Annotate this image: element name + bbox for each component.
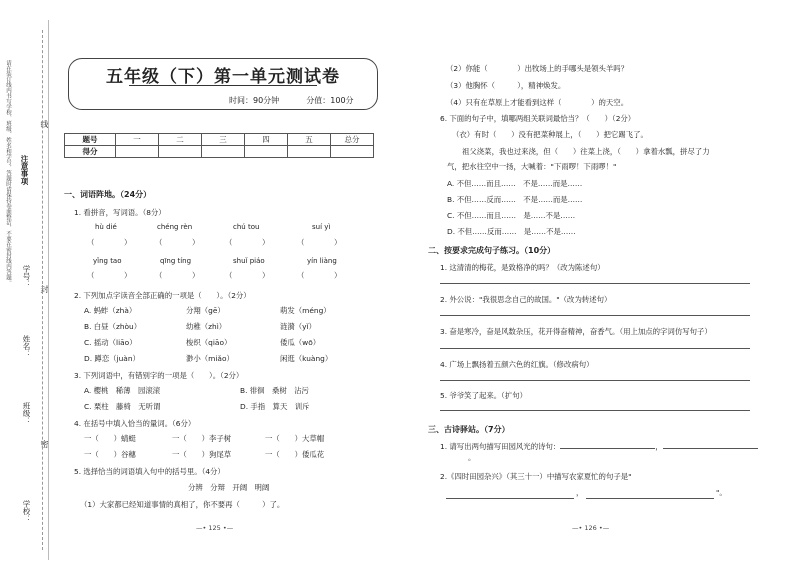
option[interactable]: C. 摇动（liāo）: [84, 338, 137, 347]
question-1: 1. 看拼音，写词语。（8分）: [74, 208, 166, 217]
answer-line[interactable]: [663, 440, 758, 449]
answer-paren[interactable]: （ ）: [225, 271, 270, 280]
score-input-cell[interactable]: [245, 146, 288, 158]
word-bank: 分辨 分辩 开阔 明阔: [188, 483, 270, 492]
score-input-cell[interactable]: [288, 146, 331, 158]
seal-dashed-line: [42, 30, 43, 550]
score-input-cell[interactable]: [116, 146, 159, 158]
pinyin: qīng tíng: [160, 257, 192, 265]
question-6[interactable]: 6. 下面的句子中，填哪两组关联词最恰当？（ ）（2分）: [440, 114, 636, 123]
answer-line[interactable]: [560, 440, 655, 449]
score-table-cell: 四: [245, 134, 288, 146]
option[interactable]: B. 徘徊 桑树 沾污: [240, 386, 309, 395]
answer-line[interactable]: [440, 283, 750, 284]
page-number-value: 125: [208, 524, 221, 532]
binding-strip: [0, 0, 50, 565]
pinyin: hù dié: [95, 223, 117, 231]
option[interactable]: A. 蚂蚱（zhà）: [84, 306, 137, 315]
poem-question-1: 1. 请写出两句描写田园风光的诗句： ，: [440, 440, 758, 452]
score-table-cell: 五: [288, 134, 331, 146]
pinyin: chéng rèn: [157, 223, 193, 231]
answer-line[interactable]: [440, 380, 750, 381]
option[interactable]: B. 白昼（zhòu）: [84, 322, 142, 331]
option[interactable]: C. 栗柱 藤椅 无听谓: [84, 402, 161, 411]
pinyin: chú tou: [233, 223, 260, 231]
option[interactable]: A. 樱桃 稀薄 园滚滚: [84, 386, 161, 395]
answer-line[interactable]: [440, 348, 750, 349]
answer-line[interactable]: [440, 315, 750, 316]
score-table-cell: 一: [116, 134, 159, 146]
option: 闲逛（kuàng）: [280, 354, 333, 363]
id-label: 学号：: [22, 265, 31, 288]
score-table-cell: 总分: [331, 134, 374, 146]
notice-title: 注意事项: [20, 155, 29, 185]
question-5-4[interactable]: （4）只有在草原上才能看到这样（ ）的天空。: [446, 98, 629, 107]
exam-title: 五年级（下）第一单元测试卷: [106, 67, 340, 87]
section-1-title: 一、词语阵地。（24分）: [64, 190, 152, 199]
measure-word-blank[interactable]: 一（ ）倭瓜花: [265, 450, 325, 459]
option: 萌发（méng）: [280, 306, 331, 315]
answer-line[interactable]: [586, 490, 714, 499]
pinyin: shuǐ piáo: [233, 257, 265, 265]
answer-paren[interactable]: （ ）: [155, 238, 200, 247]
mi-mark: 密: [40, 440, 49, 448]
name-label: 姓名：: [22, 335, 31, 358]
answer-paren[interactable]: （ ）: [297, 238, 342, 247]
score-table-cell: 题号: [65, 134, 116, 146]
option[interactable]: C. 不但……而且…… 是……不是……: [447, 211, 576, 220]
score-table-cell: 三: [202, 134, 245, 146]
measure-word-blank[interactable]: 一（ ）谷穗: [84, 450, 136, 459]
exam-score: 分值：100分: [306, 96, 354, 105]
page-number-right: —• 126 •—: [572, 524, 610, 532]
notice-text: 请在装订线内书写学校、班级、姓名和学号，答题时请保持卷面整洁，不要在密封线内答题。: [5, 60, 11, 286]
section-3-title: 三、古诗驿站。（7分）: [428, 425, 510, 434]
title-underline: [129, 85, 317, 86]
exam-meta: [229, 95, 354, 106]
option[interactable]: D. 手指 算天 训斥: [240, 402, 310, 411]
xian-mark: 线: [40, 120, 49, 128]
section-2-title: 二、按要求完成句子练习。（10分）: [428, 246, 556, 255]
question-4: 4. 在括号中填入恰当的量词。（6分）: [74, 419, 196, 428]
pinyin: suí yì: [312, 223, 331, 231]
question-2: 2. 下列加点字读音全部正确的一项是（ ）。（2分）: [74, 291, 251, 300]
question-6-text: 祖父浇菜，我也过来浇，但（ ）往菜上浇，（ ）拿着水瓢，拼尽了力: [462, 147, 710, 156]
page-number-value: 126: [584, 524, 597, 532]
option: 梭织（qiāo）: [186, 338, 232, 347]
measure-word-blank[interactable]: 一（ ）大草帽: [265, 434, 325, 443]
score-input-cell[interactable]: [159, 146, 202, 158]
school-label: 学校：: [22, 500, 31, 523]
poem-question-2-text: 2.《四时田园杂兴》（其三十一）中描写农家夏忙的句子是": [440, 472, 632, 481]
comma-mark: ，: [576, 488, 584, 497]
score-input-cell[interactable]: [202, 146, 245, 158]
answer-line[interactable]: [440, 410, 750, 411]
pinyin: yín liàng: [307, 257, 337, 265]
measure-word-blank[interactable]: 一（ ）狗尾草: [172, 450, 232, 459]
score-input-cell[interactable]: [331, 146, 374, 158]
poem-question-1-text: 1. 请写出两句描写田园风光的诗句：: [440, 442, 561, 451]
question-5-1[interactable]: （1）大家都已经知道事情的真相了，你不要再（ ）了。: [80, 500, 285, 509]
question-5-2[interactable]: （2）你能（ ）出牧场上的手哪头是领头羊吗？: [446, 64, 629, 73]
answer-paren[interactable]: （ ）: [225, 238, 270, 247]
score-table: [64, 133, 374, 158]
answer-line[interactable]: [446, 490, 574, 499]
question-6-text: （衣）有时（ ）没有把菜种展上，（ ）把它踢飞了。: [452, 130, 648, 139]
score-table-cell: 得分: [65, 146, 116, 158]
option: 渺小（miǎo）: [186, 354, 234, 363]
feng-mark: 封: [40, 285, 49, 293]
pinyin: yǐng tao: [93, 257, 122, 265]
poem-question-2: [440, 471, 632, 482]
sentence-question: 1. 这清清的梅花，是致格净的吗？（改为陈述句）: [440, 263, 605, 272]
answer-paren[interactable]: （ ）: [297, 271, 342, 280]
option: 倭瓜（wō）: [280, 338, 321, 347]
option: 幼稚（zhì）: [186, 322, 227, 331]
option[interactable]: B. 不但……反而…… 不是……而是……: [447, 195, 583, 204]
score-table-cell: 二: [159, 134, 202, 146]
question-5-3[interactable]: （3）他胸怀（ ），精神焕发。: [446, 81, 566, 90]
sentence-question: 5. 爷爷笑了起来。（扩句）: [440, 391, 527, 400]
answer-paren[interactable]: （ ）: [87, 238, 132, 247]
sentence-question: 4. 广场上飘扬着五颜六色的红旗。（修改病句）: [440, 360, 594, 369]
question-5: 5. 选择恰当的词语填入句中的括号里。（4分）: [74, 467, 225, 476]
sentence-question: 3. 奋是寒冷，奋是风数杂压，花开得奋精神，奋香气。（用上加点的字词仿写句子）: [440, 327, 712, 336]
class-label: 班级：: [22, 402, 31, 425]
binding-border: [48, 20, 49, 560]
option: 涟漪（yǐ）: [280, 322, 316, 331]
option[interactable]: A. 不但……而且…… 不是……而是……: [447, 179, 583, 188]
answer-paren[interactable]: （ ）: [87, 271, 132, 280]
page-number-left: —• 125 •—: [196, 524, 234, 532]
option: 分翔（gē）: [186, 306, 225, 315]
measure-word-blank[interactable]: 一（ ）李子树: [172, 434, 232, 443]
exam-time: 时间：90分钟: [229, 96, 280, 105]
poem-question-2-end: "。: [716, 488, 727, 497]
period-mark: 。: [468, 453, 476, 462]
title-box: [68, 58, 378, 110]
question-3: 3. 下列词语中，有错别字的一项是（ ）。（2分）: [74, 371, 244, 380]
question-6-text: 气，把水往空中一扬，大喊着："下雨啰！下雨啰！": [447, 162, 617, 171]
measure-word-blank[interactable]: 一（ ）蜻蜓: [84, 434, 136, 443]
option[interactable]: D. 不但……反而…… 是……不是……: [447, 227, 576, 236]
option[interactable]: D. 蹲恋（juàn）: [84, 354, 140, 363]
sentence-question: 2. 外公说："我很思念自己的故国。"（改为转述句）: [440, 295, 612, 304]
answer-paren[interactable]: （ ）: [155, 271, 200, 280]
